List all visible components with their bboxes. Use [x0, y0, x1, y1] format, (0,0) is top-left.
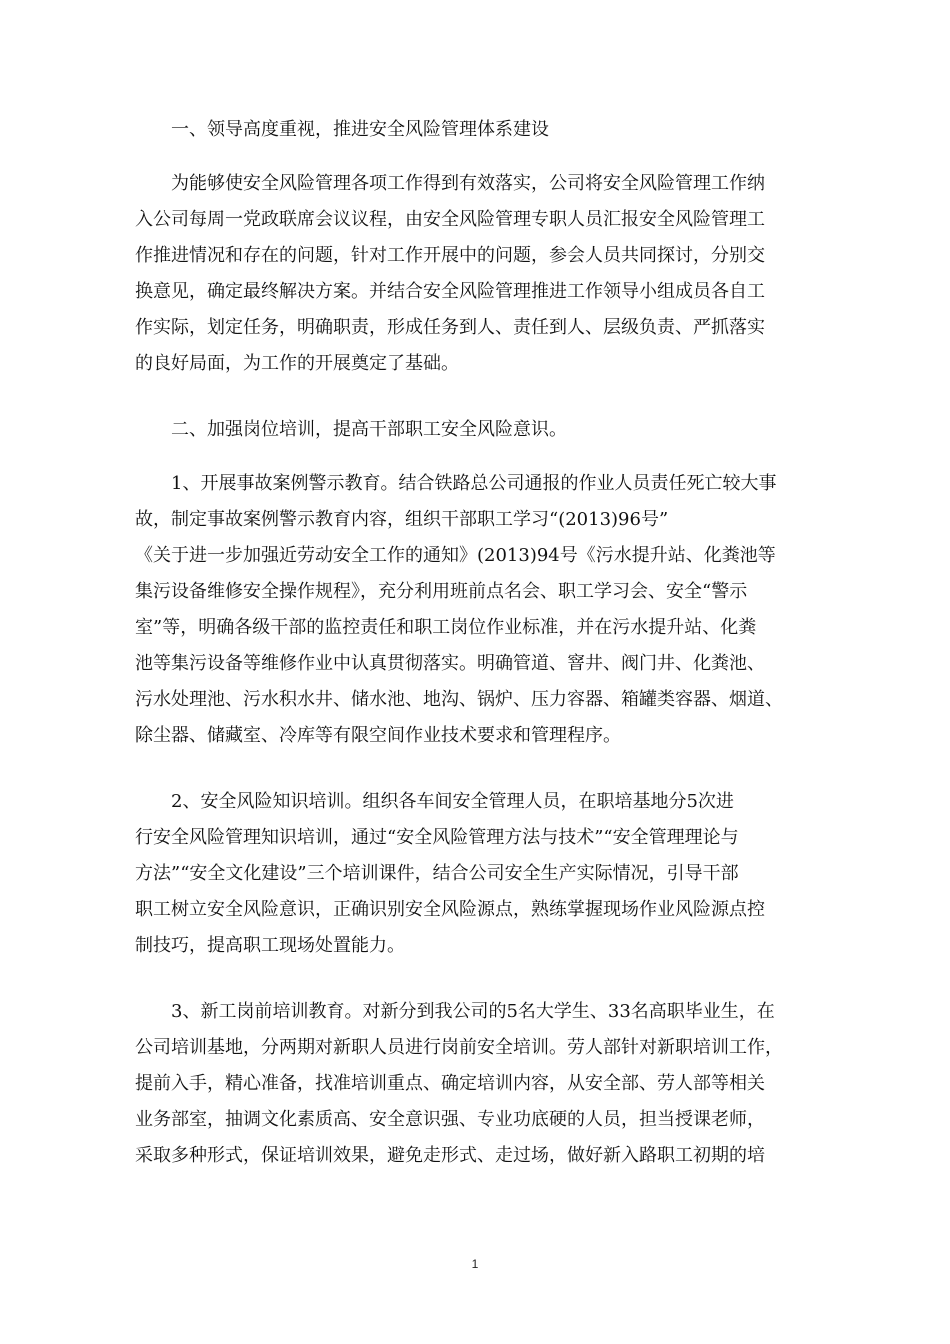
paragraph-line: 室”等，明确各级干部的监控责任和职工岗位作业标准，并在污水提升站、化粪	[135, 617, 757, 638]
paragraph-line: 除尘器、储藏室、冷库等有限空间作业技术要求和管理程序。	[135, 725, 621, 746]
item-1-paragraph	[135, 466, 815, 754]
item-2-paragraph	[135, 784, 815, 964]
paragraph-line: 池等集污设备等维修作业中认真贯彻落实。明确管道、窨井、阀门井、化粪池、	[135, 653, 765, 674]
section-2-heading: 二、加强岗位培训，提高干部职工安全风险意识。	[171, 419, 567, 440]
paragraph-line: 换意见，确定最终解决方案。并结合安全风险管理推进工作领导小组成员各自工	[135, 281, 765, 302]
paragraph-line: 的良好局面，为工作的开展奠定了基础。	[135, 353, 459, 374]
paragraph-line: 集污设备维修安全操作规程》，充分利用班前点名会、职工学习会、安全“警示	[135, 581, 748, 602]
paragraph-line: 方法”“安全文化建设”三个培训课件，结合公司安全生产实际情况，引导干部	[135, 863, 739, 884]
section-1-heading: 一、领导高度重视，推进安全风险管理体系建设	[171, 119, 549, 140]
paragraph-line: 作实际，划定任务，明确职责，形成任务到人、责任到人、层级负责、严抓落实	[135, 317, 765, 338]
paragraph-line: 2、安全风险知识培训。组织各车间安全管理人员，在职培基地分5次进	[171, 791, 734, 812]
paragraph-line: 《关于进一步加强近劳动安全工作的通知》(2013)94号《污水提升站、化粪池等	[135, 545, 776, 566]
section-1-paragraph	[135, 166, 815, 382]
paragraph-line: 入公司每周一党政联席会议议程，由安全风险管理专职人员汇报安全风险管理工	[135, 209, 765, 230]
paragraph-line: 行安全风险管理知识培训，通过“安全风险管理方法与技术”“安全管理理论与	[135, 827, 739, 848]
paragraph-line: 污水处理池、污水积水井、储水池、地沟、锅炉、压力容器、箱罐类容器、烟道、	[135, 689, 783, 710]
paragraph-line: 作推进情况和存在的问题，针对工作开展中的问题，参会人员共同探讨，分别交	[135, 245, 765, 266]
paragraph-line: 为能够使安全风险管理各项工作得到有效落实，公司将安全风险管理工作纳	[171, 173, 765, 194]
paragraph-line: 采取多种形式，保证培训效果，避免走形式、走过场，做好新入路职工初期的培	[135, 1145, 765, 1166]
paragraph-line: 提前入手，精心准备，找准培训重点、确定培训内容，从安全部、劳人部等相关	[135, 1073, 765, 1094]
paragraph-line: 3、新工岗前培训教育。对新分到我公司的5名大学生、33名高职毕业生，在	[171, 1001, 775, 1022]
paragraph-line: 业务部室，抽调文化素质高、安全意识强、专业功底硬的人员，担当授课老师，	[135, 1109, 765, 1130]
paragraph-line: 公司培训基地，分两期对新职人员进行岗前安全培训。劳人部针对新职培训工作，	[135, 1037, 783, 1058]
page-number: 1	[471, 1257, 479, 1271]
item-3-paragraph	[135, 994, 815, 1174]
document-body	[135, 112, 815, 1204]
paragraph-line: 职工树立安全风险意识，正确识别安全风险源点，熟练掌握现场作业风险源点控	[135, 899, 765, 920]
paragraph-line: 故，制定事故案例警示教育内容，组织干部职工学习“(2013)96号”	[135, 509, 669, 530]
paragraph-line: 1、开展事故案例警示教育。结合铁路总公司通报的作业人员责任死亡较大事	[171, 473, 777, 494]
paragraph-line: 制技巧，提高职工现场处置能力。	[135, 935, 405, 956]
